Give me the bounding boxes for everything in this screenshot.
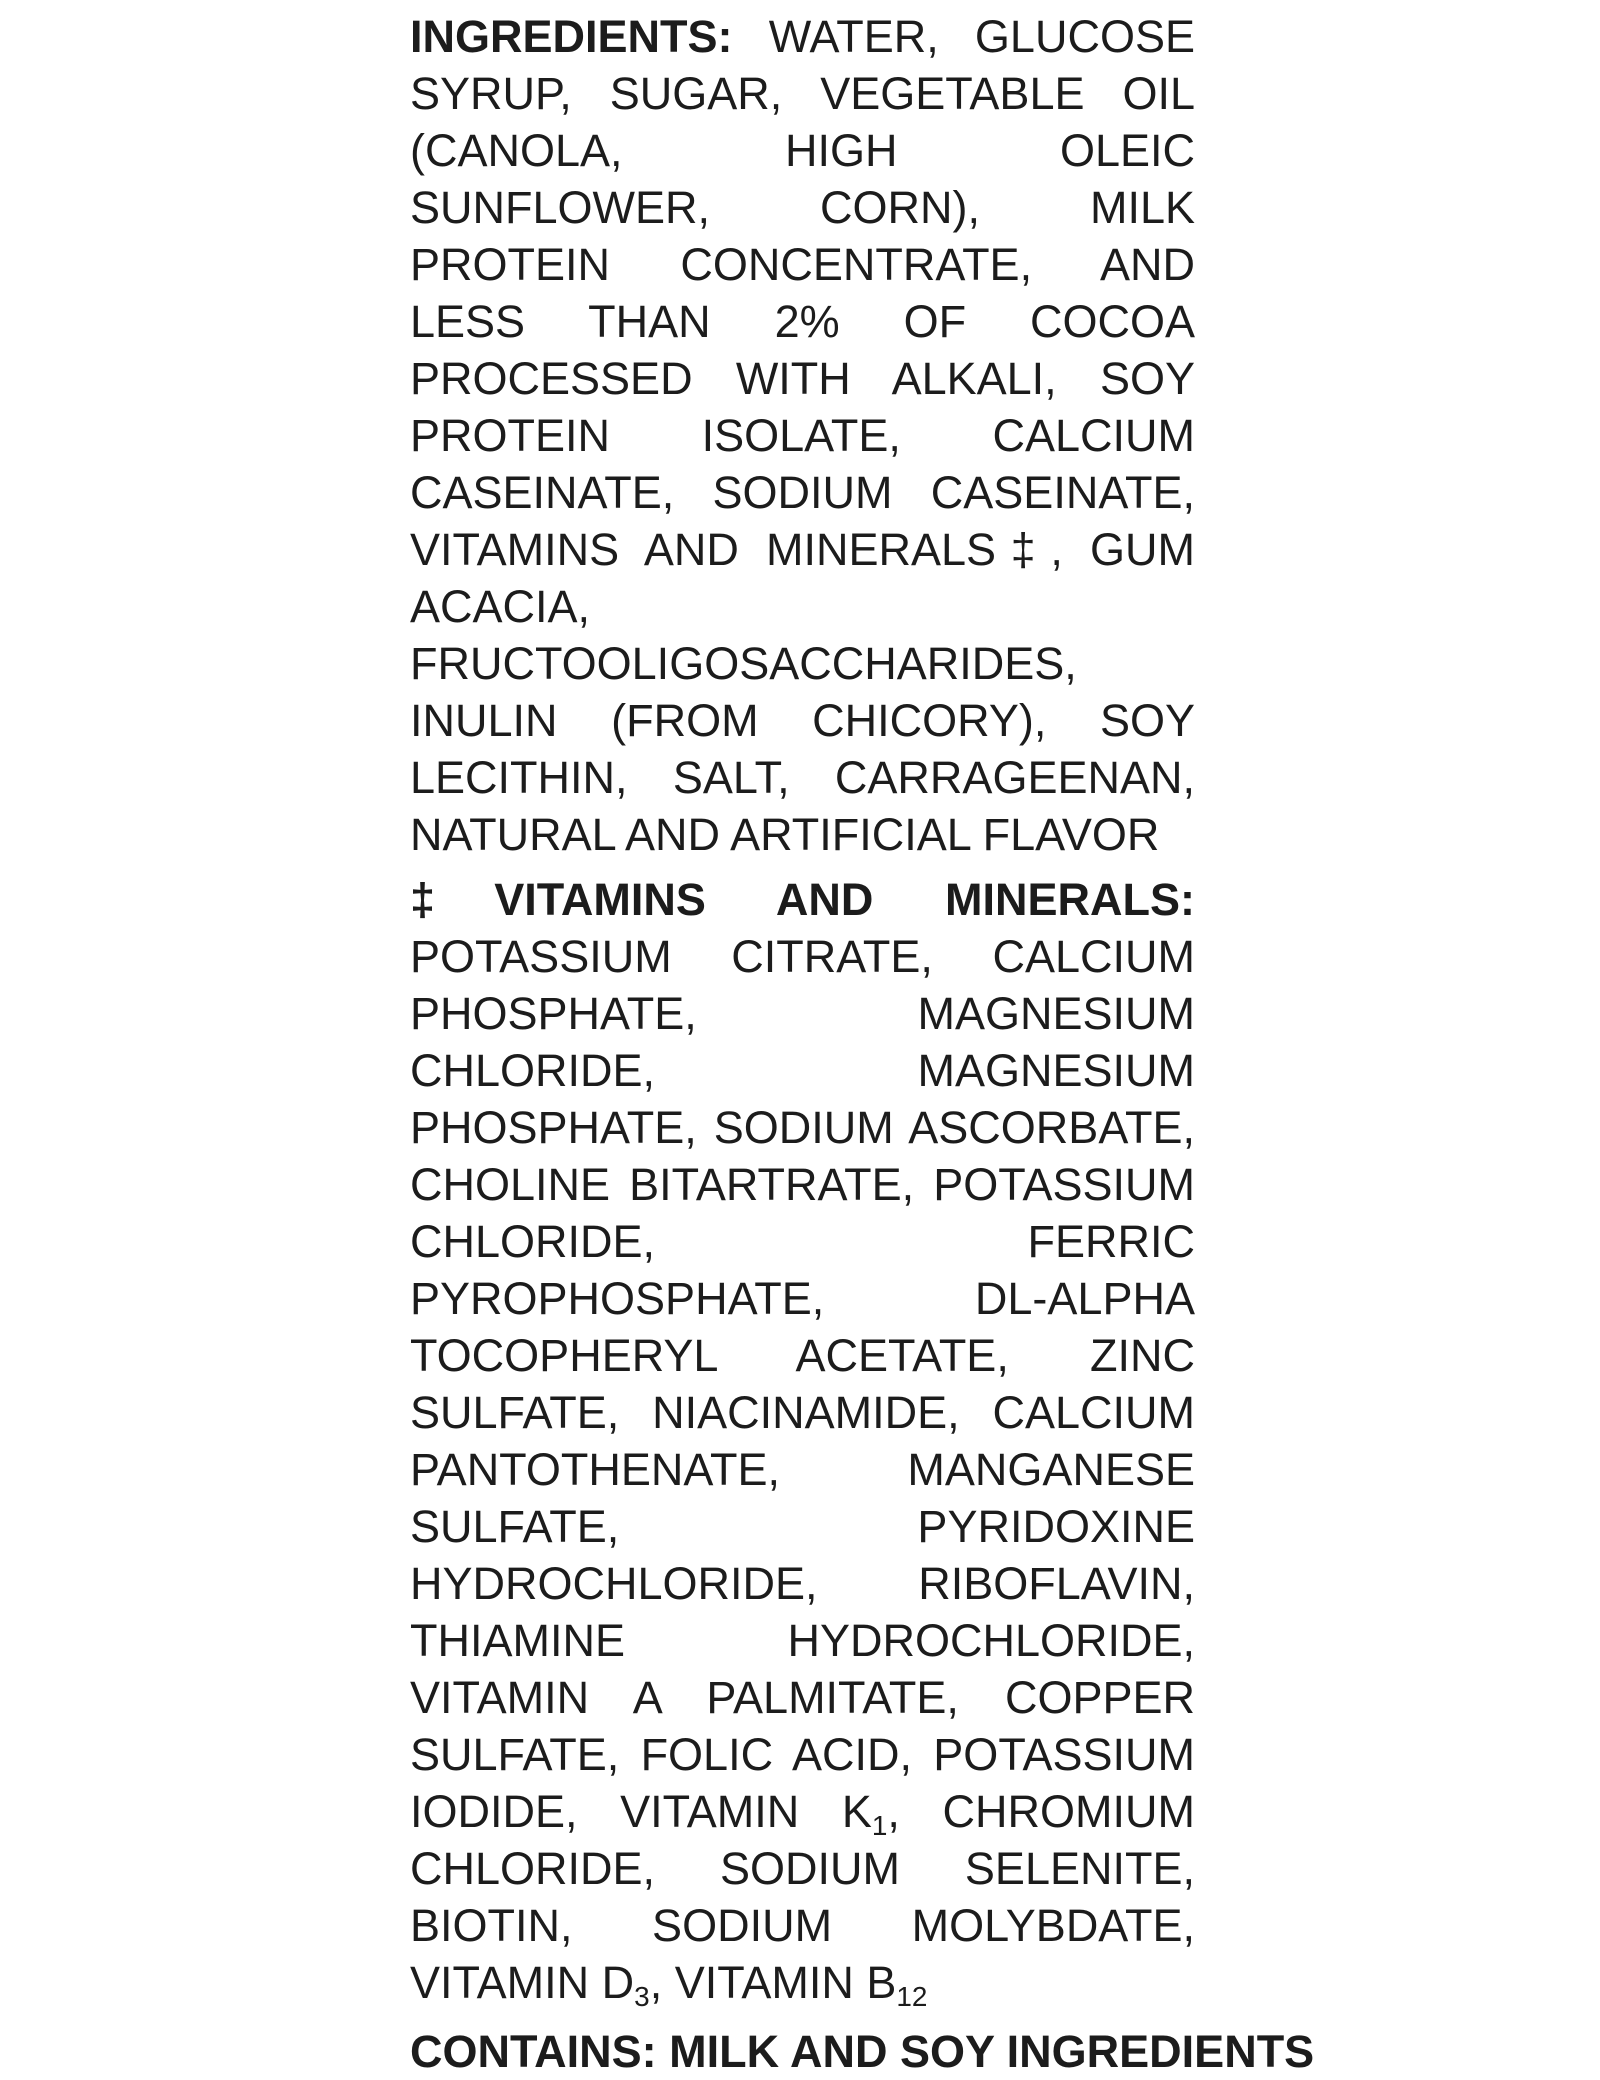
ingredients-text: WATER, GLUCOSE SYRUP, SUGAR, VEGETABLE OIL (CANOLA, HIGH OLEIC SUNFLOWER, CORN), MILK PROTEIN CONCENTRATE, AND LESS THAN 2% OF COCOA PROCESSED WITH ALKALI, SOY PROTEIN ISOLATE, CALCIUM CASEINATE, SODIUM CASEINATE, VITAMINS AND MINERALS‡, GUM ACACIA, FRUCTOOLIGOSACCHARIDES, INULIN (FROM CHICORY), SOY LECITHIN, SALT, CARRAGEENAN, NATURAL AND ARTIFICIAL FLAVOR <box>410 11 1195 860</box>
vitamins-paragraph <box>410 871 1195 2011</box>
allergen-statement: CONTAINS: MILK AND SOY INGREDIENTS <box>410 2026 1315 2077</box>
vitamins-text-1: POTASSIUM CITRATE, CALCIUM PHOSPHATE, MAGNESIUM CHLORIDE, MAGNESIUM PHOSPHATE, SODIUM ASCORBATE, CHOLINE BITARTRATE, POTASSIUM CHLORIDE, FERRIC PYROPHOSPHATE, DL-ALPHA TOCOPHERYL ACETATE, ZINC SULFATE, NIACINAMIDE, CALCIUM PANTOTHENATE, MANGANESE SULFATE, PYRIDOXINE HYDROCHLORIDE, RIBOFLAVIN, THIAMINE HYDROCHLORIDE, VITAMIN A PALMITATE, COPPER SULFATE, FOLIC ACID, POTASSIUM IODIDE, VITAMIN K <box>410 931 1195 1837</box>
vitamins-text-3: , VITAMIN B <box>649 1957 897 2008</box>
vitamins-heading: ‡VITAMINS AND MINERALS: <box>410 874 1195 925</box>
ingredients-heading: INGREDIENTS: <box>410 11 733 62</box>
ingredients-paragraph <box>410 8 1195 863</box>
vitamins-text-2: , CHROMIUM CHLORIDE, SODIUM SELENITE, BIOTIN, SODIUM MOLYBDATE, VITAMIN D <box>410 1786 1195 2008</box>
ingredients-label <box>410 8 1315 2080</box>
vitamin-b-subscript: 12 <box>896 1980 928 2012</box>
vitamin-d-subscript: 3 <box>634 1980 650 2012</box>
vitamin-k-subscript: 1 <box>871 1809 888 1841</box>
